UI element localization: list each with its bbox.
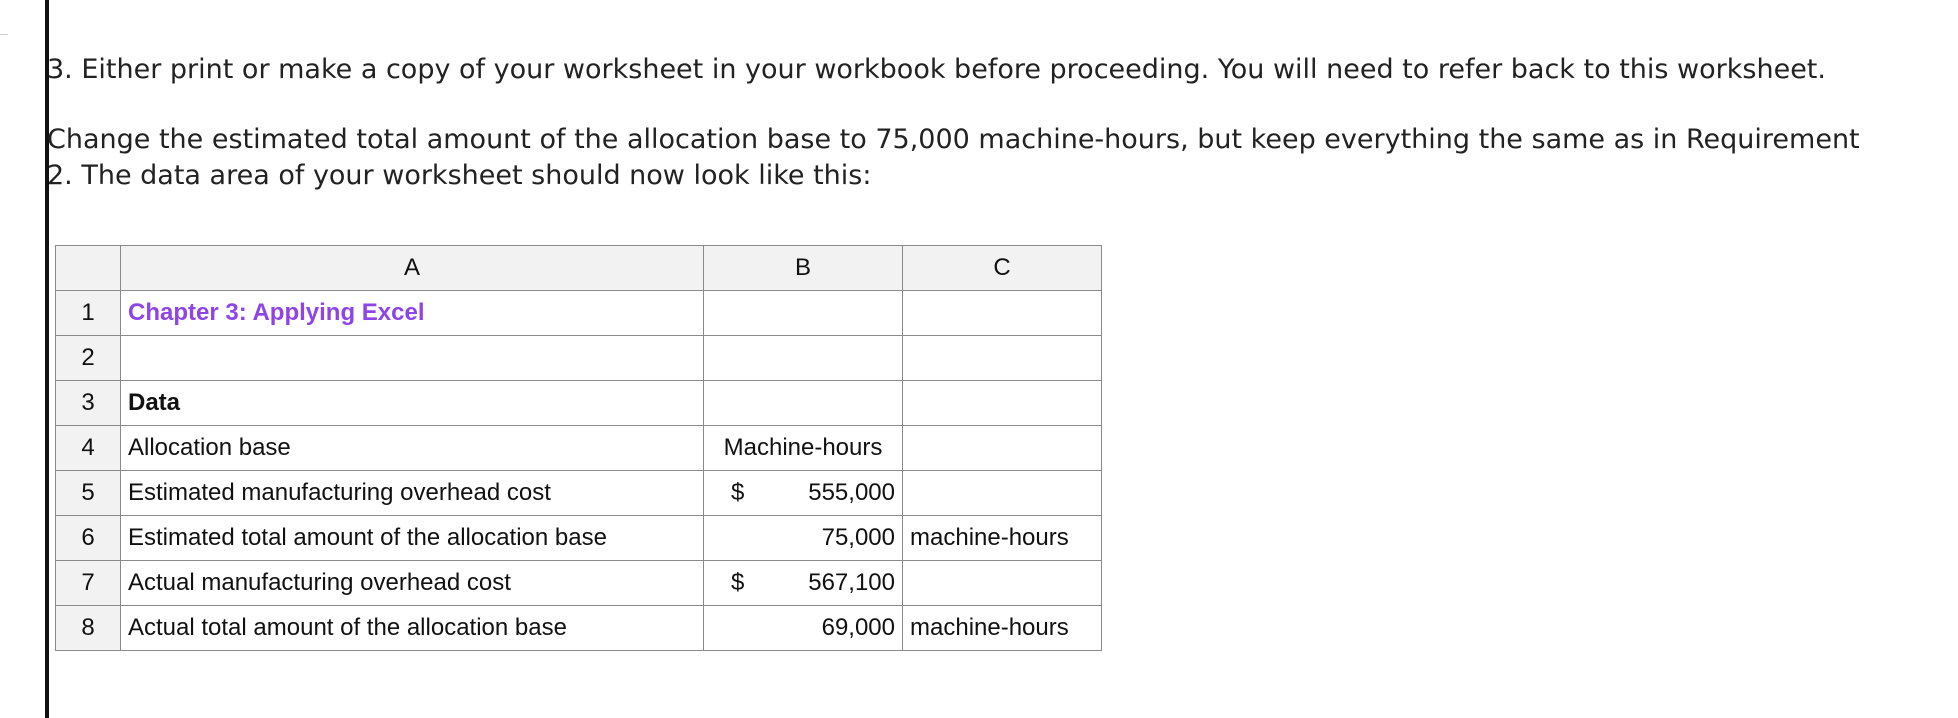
cell-b4: Machine-hours <box>704 426 903 471</box>
cell-b5 <box>704 471 903 516</box>
cell-b7-value: 567,100 <box>808 569 895 596</box>
cell-c8: machine-hours <box>903 606 1102 651</box>
cell-b3 <box>704 381 903 426</box>
table-row <box>56 291 1102 336</box>
row-number: 5 <box>56 471 121 516</box>
table-row <box>56 561 1102 606</box>
cell-b6: 75,000 <box>704 516 903 561</box>
cell-a6: Estimated total amount of the allocation base <box>121 516 704 561</box>
instruction-paragraph-2 <box>47 122 1927 194</box>
table-row <box>56 471 1102 516</box>
cell-c3 <box>903 381 1102 426</box>
cell-a5: Estimated manufacturing overhead cost <box>121 471 704 516</box>
instruction-paragraph-1: 3. Either print or make a copy of your worksheet in your workbook before proceeding. You will need to refer back to this worksheet. <box>47 54 1826 85</box>
cell-b2 <box>704 336 903 381</box>
column-header-a: A <box>121 246 704 291</box>
cell-b1 <box>704 291 903 336</box>
instruction-paragraph-2-line-1: Change the estimated total amount of the allocation base to 75,000 machine-hours, but keep everything the same as in Requirement <box>47 124 1860 155</box>
currency-symbol: $ <box>731 479 745 506</box>
row-number: 7 <box>56 561 121 606</box>
cell-c1 <box>903 291 1102 336</box>
table-row <box>56 336 1102 381</box>
cell-a4: Allocation base <box>121 426 704 471</box>
table-row <box>56 381 1102 426</box>
instructions <box>47 52 1927 194</box>
cell-a2 <box>121 336 704 381</box>
page-edge-tick <box>0 34 8 35</box>
row-number: 3 <box>56 381 121 426</box>
corner-cell <box>56 246 121 291</box>
worksheet-data-table <box>55 245 1102 651</box>
column-header-b: B <box>704 246 903 291</box>
cell-c2 <box>903 336 1102 381</box>
cell-b8: 69,000 <box>704 606 903 651</box>
column-header-row <box>56 246 1102 291</box>
row-number: 8 <box>56 606 121 651</box>
cell-c6: machine-hours <box>903 516 1102 561</box>
cell-a1-title: Chapter 3: Applying Excel <box>121 291 704 336</box>
cell-a7: Actual manufacturing overhead cost <box>121 561 704 606</box>
table-row <box>56 606 1102 651</box>
currency-symbol: $ <box>731 569 745 596</box>
row-number: 6 <box>56 516 121 561</box>
table-row <box>56 516 1102 561</box>
cell-c5 <box>903 471 1102 516</box>
instruction-paragraph-2-line-2: 2. The data area of your worksheet should now look like this: <box>47 160 872 191</box>
cell-b7 <box>704 561 903 606</box>
cell-a8: Actual total amount of the allocation base <box>121 606 704 651</box>
cell-c4 <box>903 426 1102 471</box>
cell-b5-value: 555,000 <box>808 479 895 506</box>
row-number: 4 <box>56 426 121 471</box>
table-row <box>56 426 1102 471</box>
cell-c7 <box>903 561 1102 606</box>
row-number: 1 <box>56 291 121 336</box>
row-number: 2 <box>56 336 121 381</box>
cell-a3-data-heading: Data <box>121 381 704 426</box>
column-header-c: C <box>903 246 1102 291</box>
